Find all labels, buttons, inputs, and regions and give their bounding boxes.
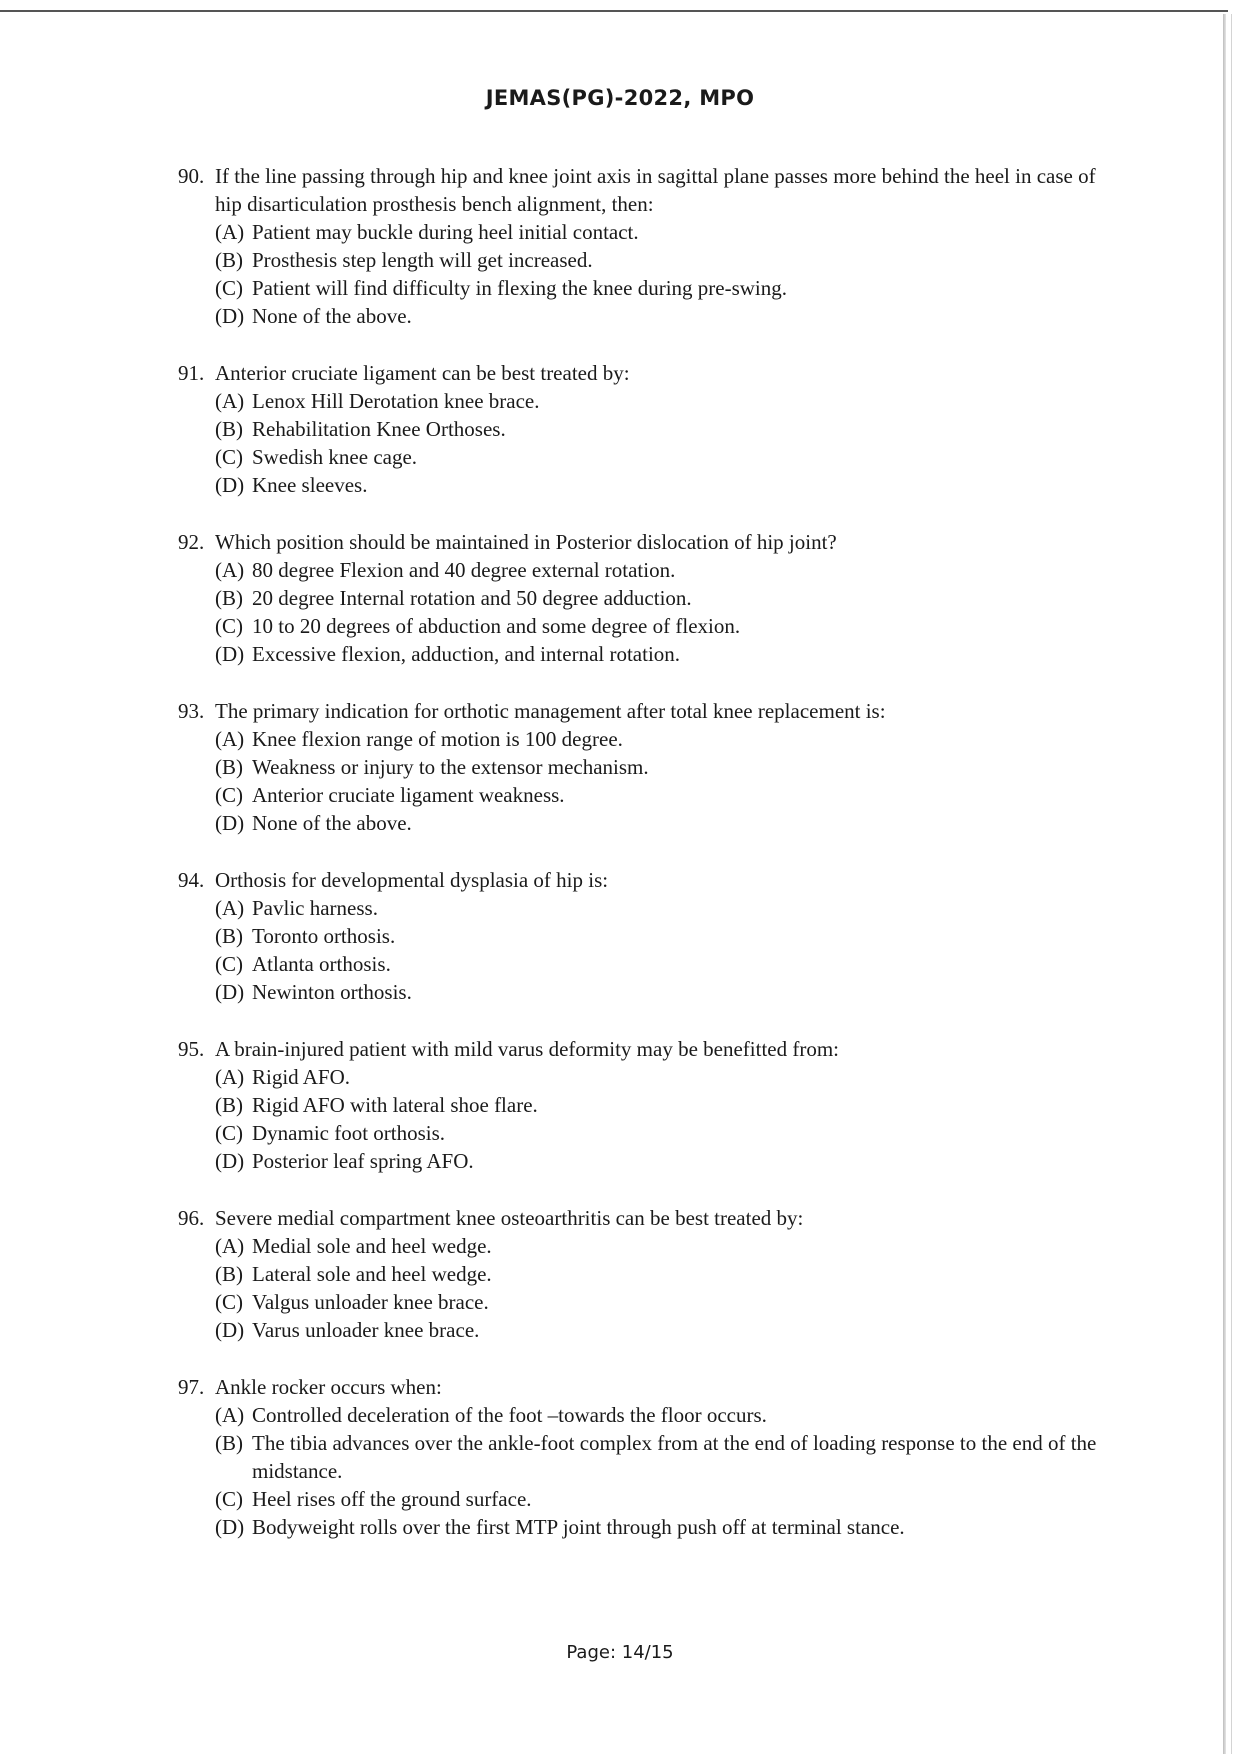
question-list	[178, 162, 1098, 1570]
option-list	[215, 218, 1098, 330]
option-text: Rigid AFO with lateral shoe flare.	[252, 1093, 538, 1117]
answer-option	[215, 1429, 1098, 1485]
answer-option	[215, 640, 1098, 668]
question-item	[178, 1373, 1098, 1541]
option-text: Patient may buckle during heel initial contact.	[252, 220, 639, 244]
question-text: Orthosis for developmental dysplasia of hip is:	[215, 868, 609, 892]
option-text: Rigid AFO.	[252, 1065, 351, 1089]
question-text: The primary indication for orthotic management after total knee replacement is:	[215, 699, 886, 723]
answer-option	[215, 415, 1098, 443]
option-list	[215, 1232, 1098, 1344]
option-text: Posterior leaf spring AFO.	[252, 1149, 474, 1173]
option-text: None of the above.	[252, 811, 412, 835]
option-text: Swedish knee cage.	[252, 445, 418, 469]
option-text: Varus unloader knee brace.	[252, 1318, 480, 1342]
answer-option	[215, 274, 1098, 302]
question-number: 91.	[178, 361, 205, 385]
question-stem	[178, 1035, 1098, 1063]
question-number: 95.	[178, 1037, 205, 1061]
question-stem	[178, 1373, 1098, 1401]
option-text: The tibia advances over the ankle-foot complex from at the end of loading response to the end of the midstance.	[252, 1431, 1097, 1483]
answer-option	[215, 922, 1098, 950]
answer-option	[215, 781, 1098, 809]
option-text: Toronto orthosis.	[252, 924, 396, 948]
option-text: Valgus unloader knee brace.	[252, 1290, 489, 1314]
option-letter: (B)	[215, 1431, 243, 1455]
answer-option	[215, 950, 1098, 978]
option-letter: (D)	[215, 304, 245, 328]
question-text: Anterior cruciate ligament can be best treated by:	[215, 361, 630, 385]
option-letter: (B)	[215, 1262, 243, 1286]
option-text: Medial sole and heel wedge.	[252, 1234, 492, 1258]
option-letter: (A)	[215, 558, 245, 582]
answer-option	[215, 584, 1098, 612]
question-number: 96.	[178, 1206, 205, 1230]
option-letter: (C)	[215, 1290, 243, 1314]
answer-option	[215, 1119, 1098, 1147]
question-text: If the line passing through hip and knee joint axis in sagittal plane passes more behind the heel in case of hip disarticulation prosthesis bench alignment, then:	[215, 164, 1096, 216]
answer-option	[215, 1288, 1098, 1316]
answer-option	[215, 1485, 1098, 1513]
option-text: Bodyweight rolls over the first MTP joint through push off at terminal stance.	[252, 1515, 905, 1539]
answer-option	[215, 1063, 1098, 1091]
question-number: 90.	[178, 164, 205, 188]
question-item	[178, 359, 1098, 499]
option-list	[215, 725, 1098, 837]
option-text: 20 degree Internal rotation and 50 degree adduction.	[252, 586, 692, 610]
option-text: Knee sleeves.	[252, 473, 368, 497]
answer-option	[215, 1513, 1098, 1541]
option-text: Rehabilitation Knee Orthoses.	[252, 417, 506, 441]
option-letter: (A)	[215, 727, 245, 751]
option-letter: (C)	[215, 1487, 243, 1511]
question-item	[178, 697, 1098, 837]
option-text: Anterior cruciate ligament weakness.	[252, 783, 565, 807]
question-item	[178, 162, 1098, 330]
option-letter: (D)	[215, 1149, 245, 1173]
option-letter: (D)	[215, 980, 245, 1004]
answer-option	[215, 1316, 1098, 1344]
option-letter: (A)	[215, 389, 245, 413]
answer-option	[215, 725, 1098, 753]
option-letter: (A)	[215, 1065, 245, 1089]
question-number: 94.	[178, 868, 205, 892]
question-text: A brain-injured patient with mild varus deformity may be benefitted from:	[215, 1037, 840, 1061]
option-letter: (C)	[215, 952, 243, 976]
option-letter: (B)	[215, 1093, 243, 1117]
option-letter: (D)	[215, 1318, 245, 1342]
answer-option	[215, 387, 1098, 415]
option-letter: (B)	[215, 417, 243, 441]
question-item	[178, 528, 1098, 668]
option-letter: (A)	[215, 1234, 245, 1258]
option-text: Pavlic harness.	[252, 896, 378, 920]
question-number: 97.	[178, 1375, 205, 1399]
answer-option	[215, 809, 1098, 837]
option-letter: (D)	[215, 1515, 245, 1539]
question-text: Which position should be maintained in Posterior dislocation of hip joint?	[215, 530, 837, 554]
option-text: Weakness or injury to the extensor mechanism.	[252, 755, 649, 779]
answer-option	[215, 471, 1098, 499]
answer-option	[215, 1091, 1098, 1119]
option-letter: (A)	[215, 1403, 245, 1427]
question-stem	[178, 162, 1098, 218]
option-letter: (A)	[215, 220, 245, 244]
question-text: Severe medial compartment knee osteoarthritis can be best treated by:	[215, 1206, 804, 1230]
option-text: Controlled deceleration of the foot –towards the floor occurs.	[252, 1403, 767, 1427]
answer-option	[215, 753, 1098, 781]
option-letter: (B)	[215, 924, 243, 948]
option-list	[215, 387, 1098, 499]
option-list	[215, 1063, 1098, 1175]
option-text: Lenox Hill Derotation knee brace.	[252, 389, 540, 413]
option-letter: (D)	[215, 473, 245, 497]
option-letter: (C)	[215, 1121, 243, 1145]
top-border-line	[0, 10, 1228, 12]
scan-edge-line	[1231, 14, 1232, 1754]
option-list	[215, 894, 1098, 1006]
option-letter: (D)	[215, 642, 245, 666]
answer-option	[215, 894, 1098, 922]
question-item	[178, 866, 1098, 1006]
answer-option	[215, 556, 1098, 584]
answer-option	[215, 218, 1098, 246]
option-text: 80 degree Flexion and 40 degree external rotation.	[252, 558, 676, 582]
scan-edge-shadow	[1223, 14, 1226, 1754]
option-text: Atlanta orthosis.	[252, 952, 391, 976]
option-text: Excessive flexion, adduction, and internal rotation.	[252, 642, 681, 666]
question-stem	[178, 866, 1098, 894]
answer-option	[215, 443, 1098, 471]
option-letter: (C)	[215, 614, 243, 638]
option-letter: (C)	[215, 276, 243, 300]
option-text: Lateral sole and heel wedge.	[252, 1262, 492, 1286]
option-letter: (B)	[215, 755, 243, 779]
option-text: Heel rises off the ground surface.	[252, 1487, 532, 1511]
option-letter: (D)	[215, 811, 245, 835]
answer-option	[215, 1260, 1098, 1288]
option-letter: (A)	[215, 896, 245, 920]
option-text: Prosthesis step length will get increased.	[252, 248, 593, 272]
answer-option	[215, 1232, 1098, 1260]
option-text: Newinton orthosis.	[252, 980, 412, 1004]
answer-option	[215, 612, 1098, 640]
answer-option	[215, 246, 1098, 274]
question-text: Ankle rocker occurs when:	[215, 1375, 442, 1399]
option-text: Dynamic foot orthosis.	[252, 1121, 446, 1145]
question-number: 92.	[178, 530, 205, 554]
option-text: 10 to 20 degrees of abduction and some degree of flexion.	[252, 614, 741, 638]
question-stem	[178, 528, 1098, 556]
option-letter: (C)	[215, 445, 243, 469]
question-number: 93.	[178, 699, 205, 723]
answer-option	[215, 1401, 1098, 1429]
answer-option	[215, 978, 1098, 1006]
option-list	[215, 1401, 1098, 1541]
option-text: Patient will find difficulty in flexing the knee during pre-swing.	[252, 276, 788, 300]
question-stem	[178, 697, 1098, 725]
page-header: JEMAS(PG)-2022, MPO	[485, 86, 755, 110]
option-list	[215, 556, 1098, 668]
option-letter: (B)	[215, 248, 243, 272]
question-stem	[178, 359, 1098, 387]
option-text: None of the above.	[252, 304, 412, 328]
page-number: Page: 14/15	[566, 1642, 674, 1663]
option-letter: (C)	[215, 783, 243, 807]
answer-option	[215, 302, 1098, 330]
option-text: Knee flexion range of motion is 100 degree.	[252, 727, 623, 751]
answer-option	[215, 1147, 1098, 1175]
question-stem	[178, 1204, 1098, 1232]
question-item	[178, 1204, 1098, 1344]
question-item	[178, 1035, 1098, 1175]
option-letter: (B)	[215, 586, 243, 610]
